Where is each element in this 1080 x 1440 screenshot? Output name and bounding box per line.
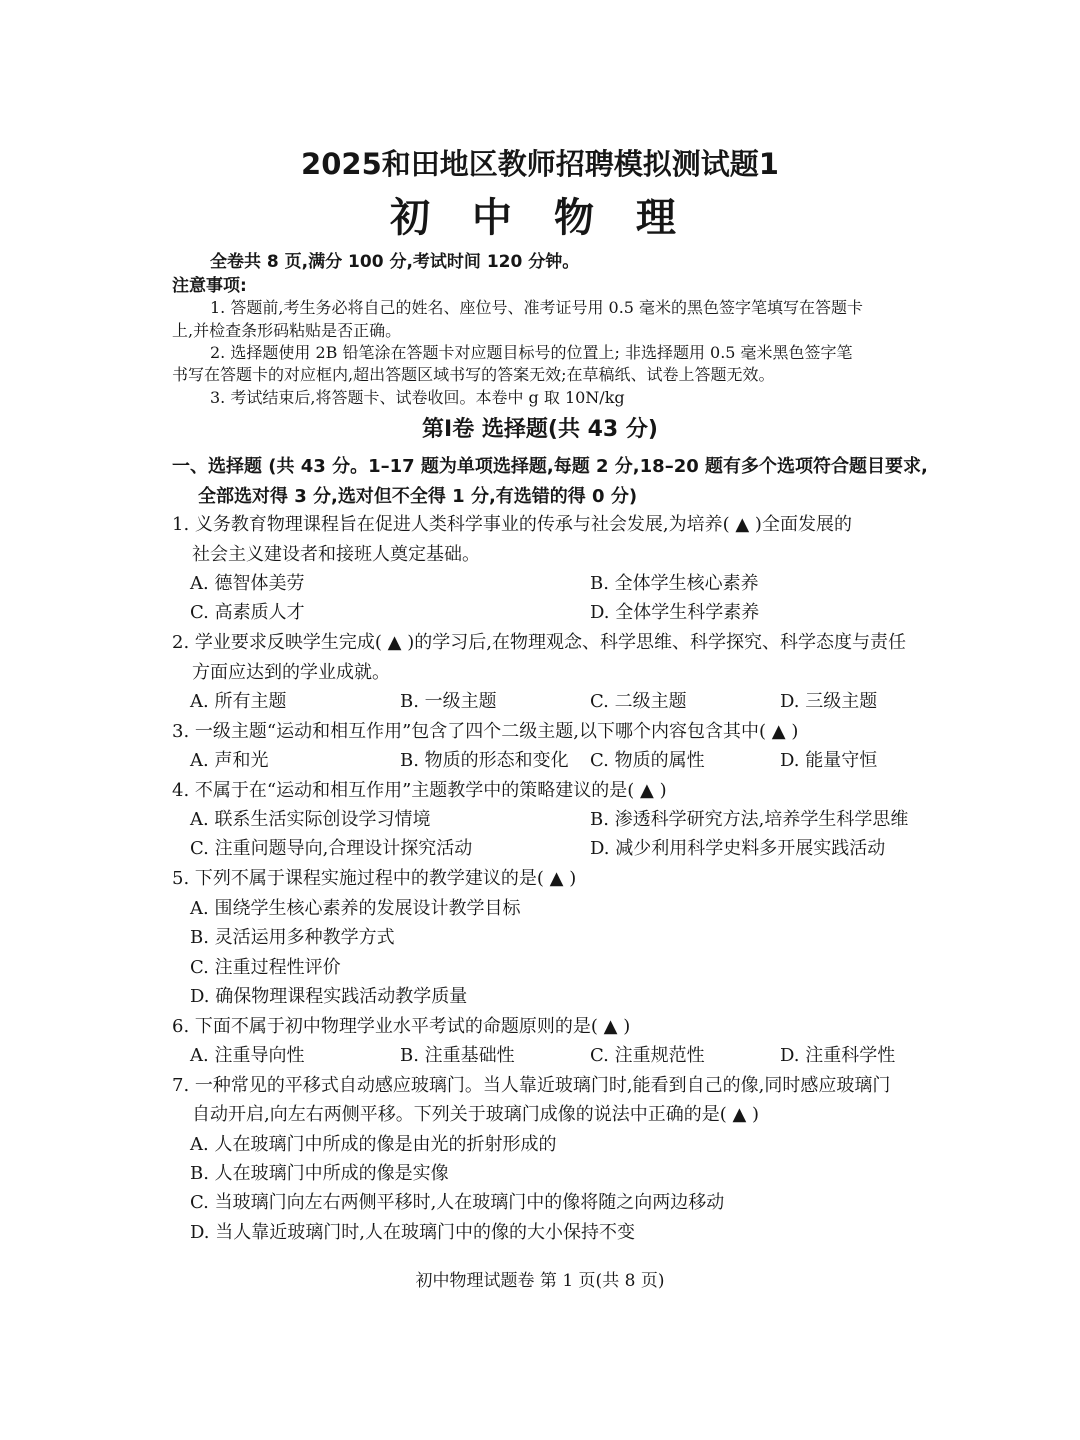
section-instruction-line-2: 全部选对得 3 分,选对但不全得 1 分,有选错的得 0 分) — [198, 486, 638, 507]
question-2-option-a: A. 所有主题 — [190, 691, 287, 712]
question-1-option-c: C. 高素质人才 — [190, 602, 305, 623]
question-6-option-a: A. 注重导向性 — [190, 1045, 305, 1066]
question-4-stem: 4. 不属于在“运动和相互作用”主题教学中的策略建议的是( ▲ ) — [172, 780, 667, 801]
question-5-option-d: D. 确保物理课程实践活动教学质量 — [190, 986, 468, 1007]
question-4-option-d: D. 减少利用科学史料多开展实践活动 — [590, 838, 886, 859]
exam-summary: 全卷共 8 页,满分 100 分,考试时间 120 分钟。 — [210, 252, 580, 272]
question-1-stem: 1. 义务教育物理课程旨在促进人类科学事业的传承与社会发展,为培养( ▲ )全面发展的 — [172, 514, 852, 535]
question-4-option-b: B. 渗透科学研究方法,培养学生科学思维 — [590, 809, 909, 830]
question-7-stem: 7. 一种常见的平移式自动感应玻璃门。当人靠近玻璃门时,能看到自己的像,同时感应玻璃门 — [172, 1075, 891, 1096]
question-3-option-a: A. 声和光 — [190, 750, 269, 771]
exam-title: 2025和田地区教师招聘模拟测试题1 — [301, 147, 779, 181]
question-7-stem-cont: 自动开启,向左右两侧平移。下列关于玻璃门成像的说法中正确的是( ▲ ) — [192, 1104, 760, 1125]
question-2-stem: 2. 学业要求反映学生完成( ▲ )的学习后,在物理观念、科学思维、科学探究、科学态度与责任 — [172, 632, 906, 653]
question-5-stem: 5. 下列不属于课程实施过程中的教学建议的是( ▲ ) — [172, 868, 577, 889]
question-7-option-a: A. 人在玻璃门中所成的像是由光的折射形成的 — [190, 1134, 557, 1155]
question-3-option-d: D. 能量守恒 — [780, 750, 878, 771]
question-7-option-c: C. 当玻璃门向左右两侧平移时,人在玻璃门中的像将随之向两边移动 — [190, 1192, 725, 1213]
question-1-stem-cont: 社会主义建设者和接班人奠定基础。 — [192, 544, 480, 565]
question-1-option-a: A. 德智体美劳 — [190, 573, 305, 594]
question-2-stem-cont: 方面应达到的学业成就。 — [192, 662, 390, 683]
question-6-option-b: B. 注重基础性 — [400, 1045, 515, 1066]
question-5-option-b: B. 灵活运用多种教学方式 — [190, 927, 395, 948]
notice-label: 注意事项: — [172, 276, 247, 296]
question-4-option-c: C. 注重问题导向,合理设计探究活动 — [190, 838, 473, 859]
question-1-option-b: B. 全体学生核心素养 — [590, 573, 759, 594]
question-6-option-d: D. 注重科学性 — [780, 1045, 896, 1066]
notice-1-line-1: 1. 答题前,考生务必将自己的姓名、座位号、准考证号用 0.5 毫米的黑色签字笔填写在答题卡 — [210, 298, 864, 317]
question-2-option-b: B. 一级主题 — [400, 691, 497, 712]
question-6-stem: 6. 下面不属于初中物理学业水平考试的命题原则的是( ▲ ) — [172, 1016, 631, 1037]
notice-2-line-2: 书写在答题卡的对应框内,超出答题区域书写的答案无效;在草稿纸、试卷上答题无效。 — [172, 365, 775, 384]
question-5-option-c: C. 注重过程性评价 — [190, 957, 341, 978]
notice-1-line-2: 上,并检查条形码粘贴是否正确。 — [172, 321, 402, 340]
section-title: 第Ⅰ卷 选择题(共 43 分) — [422, 417, 658, 442]
question-2-option-c: C. 二级主题 — [590, 691, 687, 712]
question-2-option-d: D. 三级主题 — [780, 691, 878, 712]
subject-title: 初 中 物 理 — [390, 195, 690, 241]
question-6-option-c: C. 注重规范性 — [590, 1045, 705, 1066]
notice-2-line-1: 2. 选择题使用 2B 铅笔涂在答题卡对应题目标号的位置上; 非选择题用 0.5 毫米黑色签字笔 — [210, 343, 853, 362]
question-3-option-b: B. 物质的形态和变化 — [400, 750, 569, 771]
question-3-option-c: C. 物质的属性 — [590, 750, 705, 771]
section-instruction-line-1: 一、选择题 (共 43 分。1–17 题为单项选择题,每题 2 分,18–20 题有多个选项符合题目要求, — [172, 456, 928, 477]
notice-3: 3. 考试结束后,将答题卡、试卷收回。本卷中 g 取 10N/kg — [210, 388, 625, 407]
question-7-option-b: B. 人在玻璃门中所成的像是实像 — [190, 1163, 449, 1184]
question-1-option-d: D. 全体学生科学素养 — [590, 602, 760, 623]
question-7-option-d: D. 当人靠近玻璃门时,人在玻璃门中的像的大小保持不变 — [190, 1222, 635, 1243]
question-5-option-a: A. 围绕学生核心素养的发展设计教学目标 — [190, 898, 521, 919]
question-3-stem: 3. 一级主题“运动和相互作用”包含了四个二级主题,以下哪个内容包含其中( ▲ ) — [172, 721, 799, 742]
page-footer: 初中物理试题卷 第 1 页(共 8 页) — [415, 1271, 665, 1291]
question-4-option-a: A. 联系生活实际创设学习情境 — [190, 809, 431, 830]
